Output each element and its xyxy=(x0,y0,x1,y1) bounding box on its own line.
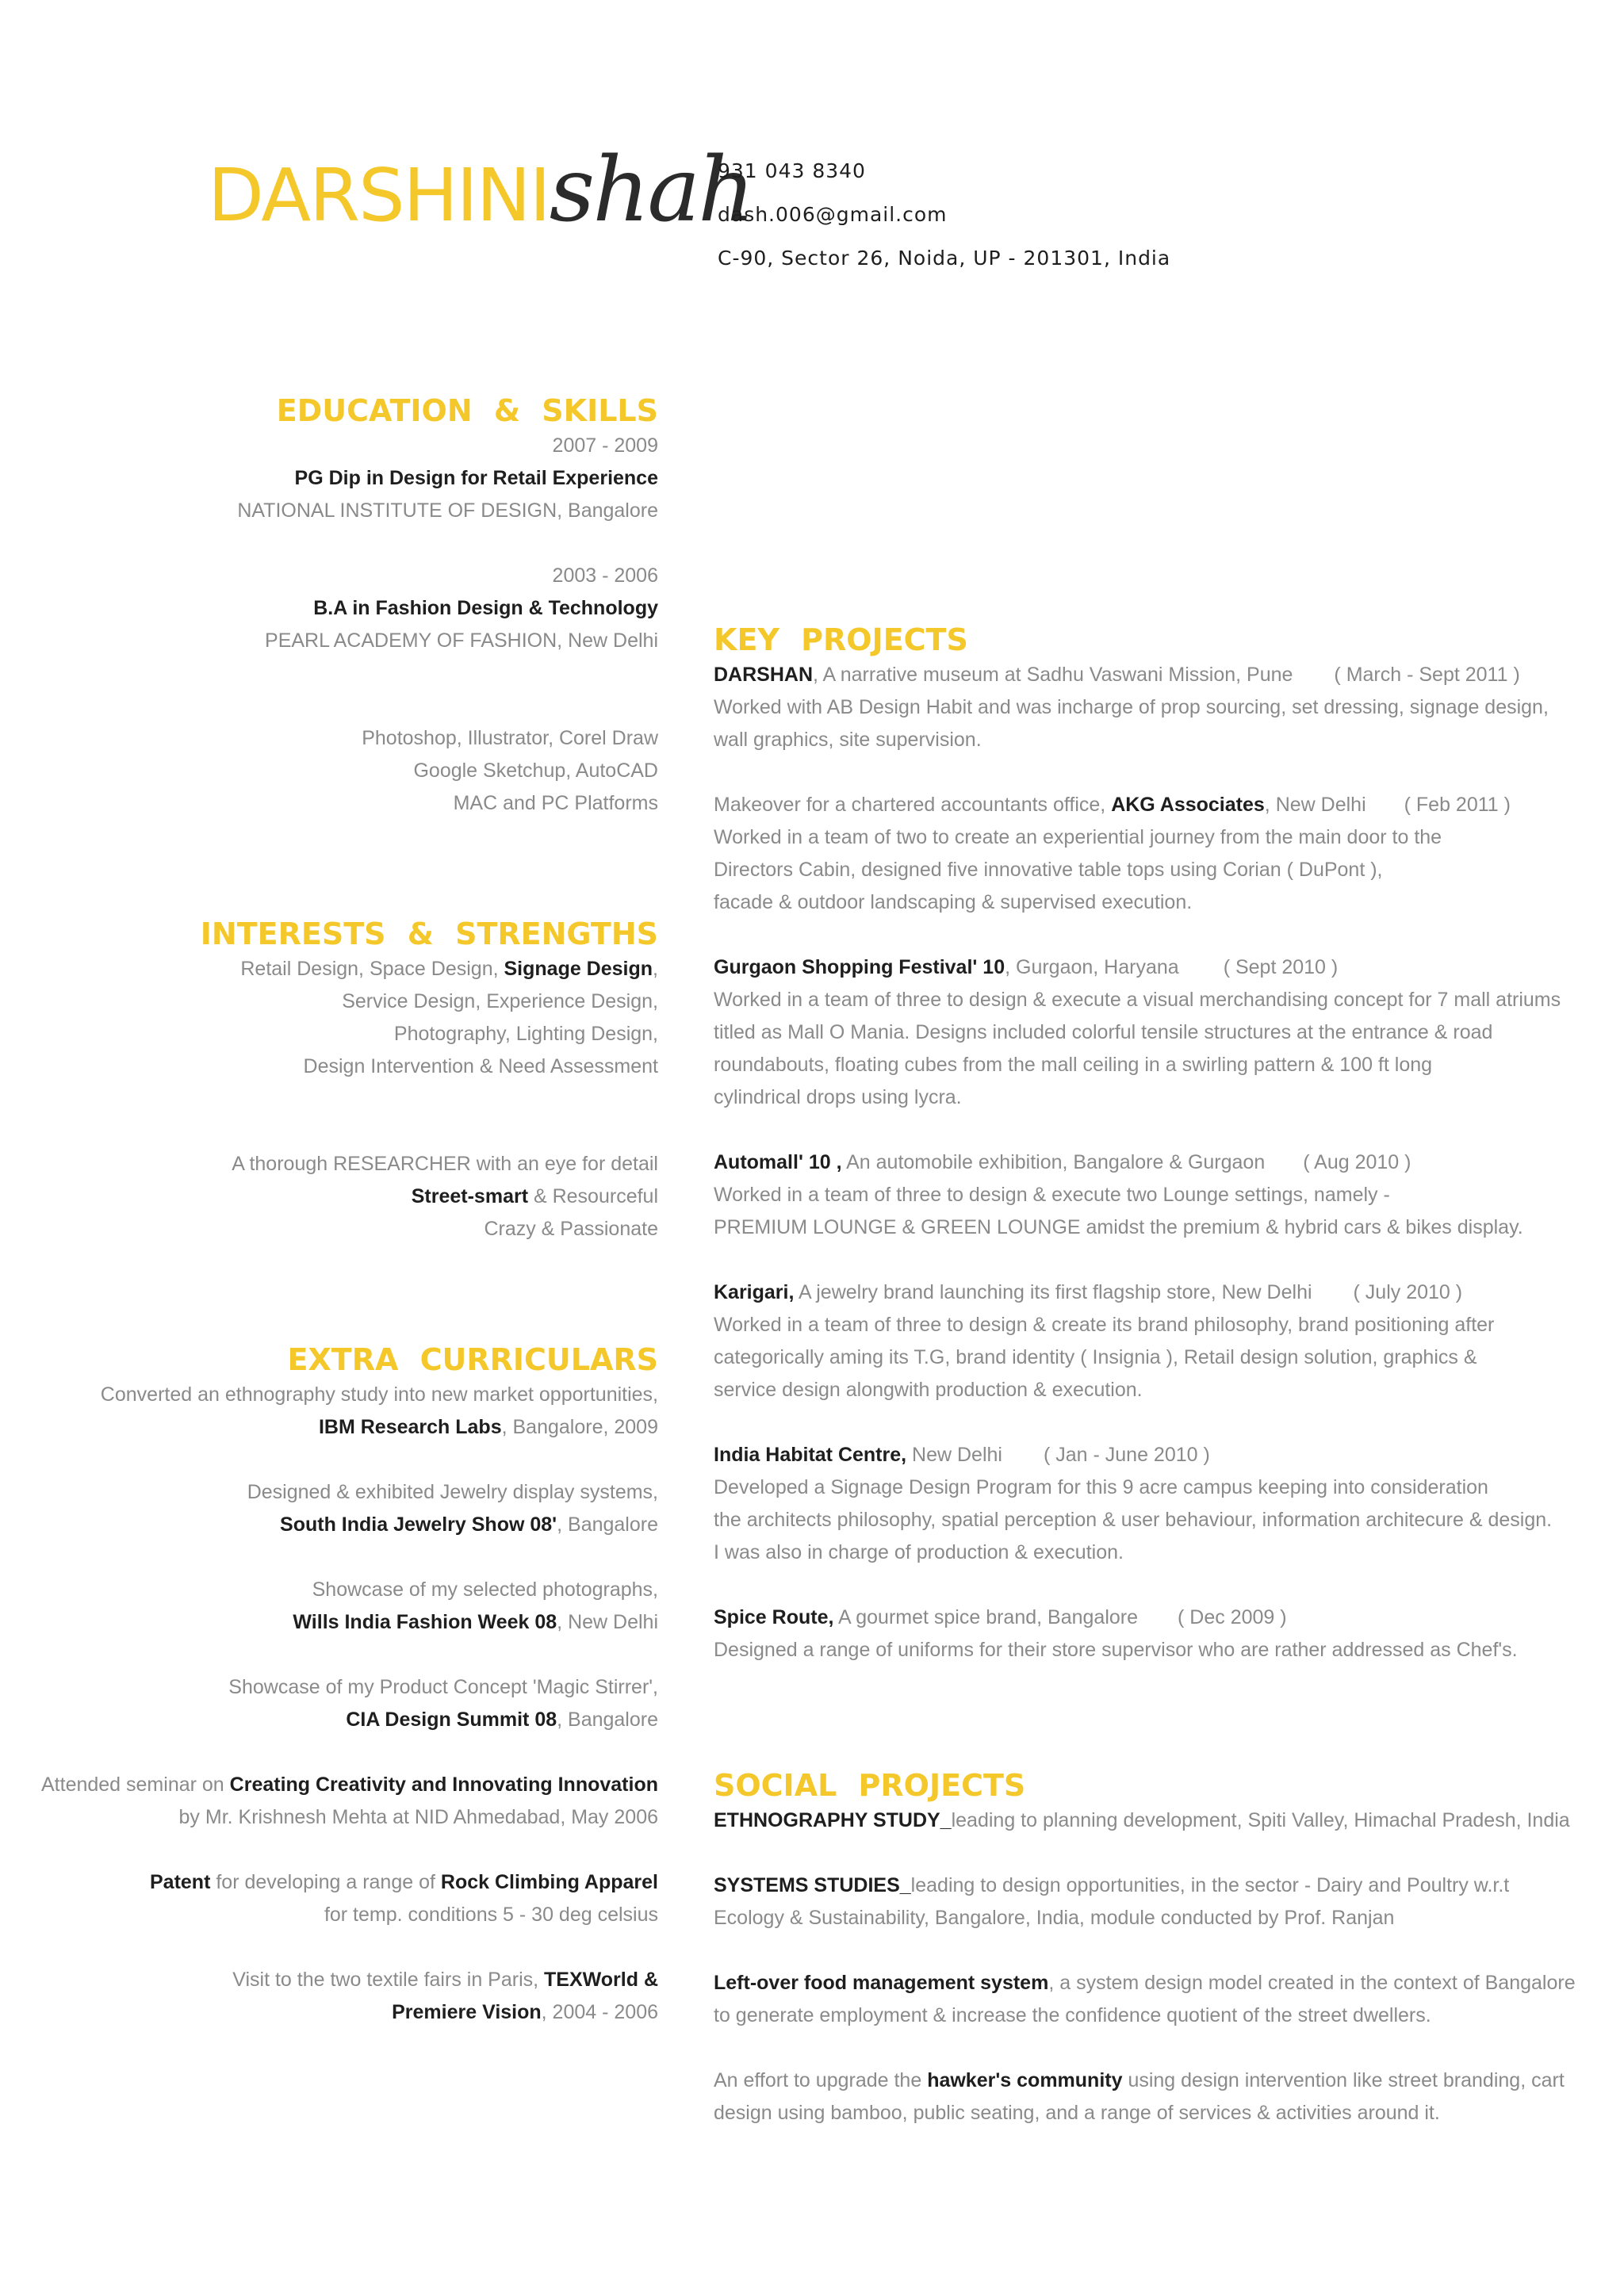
extra-line: by Mr. Krishnesh Mehta at NID Ahmedabad, May 2006 xyxy=(178,1806,658,1828)
extra-line: IBM Research Labs, Bangalore, 2009 xyxy=(318,1416,658,1438)
extra-line: Visit to the two textile fairs in Paris, TEXWorld & xyxy=(232,1969,658,1991)
extra-line: Attended seminar on Creating Creativity and Innovating Innovation xyxy=(41,1774,658,1796)
extra-line: for temp. conditions 5 - 30 deg celsius xyxy=(324,1904,658,1926)
project-line: categorically aming its T.G, brand identity ( Insignia ), Retail design solution, graphics & xyxy=(714,1346,1477,1368)
project-heading: Automall' 10 , An automobile exhibition, Bangalore & Gurgaon ( Aug 2010 ) xyxy=(714,1151,1411,1173)
project-heading: Gurgaon Shopping Festival' 10, Gurgaon, Haryana ( Sept 2010 ) xyxy=(714,956,1339,978)
edu-degree: PG Dip in Design for Retail Experience xyxy=(294,467,658,489)
project-line: Directors Cabin, designed five innovative table tops using Corian ( DuPont ), xyxy=(714,859,1383,881)
social-line: design using bamboo, public seating, and a range of services & activities around it. xyxy=(714,2102,1440,2124)
phone: 931 043 8340 xyxy=(718,159,866,182)
social-line: to generate employment & increase the confidence quotient of the street dwellers. xyxy=(714,2004,1431,2026)
education-section xyxy=(32,392,658,820)
project-line: Worked in a team of two to create an experiential journey from the main door to the xyxy=(714,826,1442,848)
social-line: ETHNOGRAPHY STUDY_leading to planning development, Spiti Valley, Himachal Pradesh, India xyxy=(714,1809,1570,1831)
edu-school: NATIONAL INSTITUTE OF DESIGN, Bangalore xyxy=(237,499,658,522)
project-line: service design alongwith production & execution. xyxy=(714,1379,1143,1401)
social-section xyxy=(714,1766,1586,2130)
extra-section xyxy=(32,1341,658,2029)
extra-title: EXTRA CURRICULARS xyxy=(287,1342,658,1377)
edu-degree: B.A in Fashion Design & Technology xyxy=(313,597,658,619)
extra-line: Showcase of my Product Concept 'Magic Stirrer', xyxy=(228,1676,658,1698)
last-name: shah xyxy=(549,139,753,242)
extra-line: Wills India Fashion Week 08, New Delhi xyxy=(293,1611,658,1633)
interests-title: INTERESTS & STRENGTHS xyxy=(200,916,658,951)
project-line: Worked in a team of three to design & execute two Lounge settings, namely - xyxy=(714,1184,1390,1206)
interest-line: Photography, Lighting Design, xyxy=(393,1023,658,1045)
interest-line: Retail Design, Space Design, Signage Design, xyxy=(240,958,658,980)
contact-info xyxy=(718,155,1170,286)
interest-line: Design Intervention & Need Assessment xyxy=(303,1055,658,1077)
extra-line: Showcase of my selected photographs, xyxy=(312,1578,658,1601)
project-line: Developed a Signage Design Program for this 9 acre campus keeping into consideration xyxy=(714,1476,1488,1498)
project-line: Worked with AB Design Habit and was incharge of prop sourcing, set dressing, signage design, xyxy=(714,696,1549,718)
project-heading: Karigari, A jewelry brand launching its first flagship store, New Delhi ( July 2010 ) xyxy=(714,1281,1463,1303)
interests-section xyxy=(32,915,658,1246)
edu-school: PEARL ACADEMY OF FASHION, New Delhi xyxy=(265,629,658,652)
projects-title: KEY PROJECTS xyxy=(714,622,968,657)
strength-line: Street-smart & Resourceful xyxy=(411,1185,658,1207)
project-heading: Makeover for a chartered accountants office, AKG Associates, New Delhi ( Feb 2011 ) xyxy=(714,794,1511,816)
skill-line: Google Sketchup, AutoCAD xyxy=(413,760,658,782)
project-line: titled as Mall O Mania. Designs included colorful tensile structures at the entrance & road xyxy=(714,1021,1493,1043)
edu-years: 2007 - 2009 xyxy=(552,434,658,457)
email: dash.006@gmail.com xyxy=(718,203,948,226)
project-line: the architects philosophy, spatial perception & user behaviour, information architecure & design. xyxy=(714,1509,1553,1531)
project-line: PREMIUM LOUNGE & GREEN LOUNGE amidst the premium & hybrid cars & bikes display. xyxy=(714,1216,1523,1238)
extra-line: Designed & exhibited Jewelry display systems, xyxy=(247,1481,658,1503)
project-line: roundabouts, floating cubes from the mall ceiling in a swirling pattern & 100 ft long xyxy=(714,1054,1433,1076)
interest-line: Service Design, Experience Design, xyxy=(342,990,658,1012)
project-line: Worked in a team of three to design & create its brand philosophy, brand positioning after xyxy=(714,1314,1495,1336)
extra-line: CIA Design Summit 08, Bangalore xyxy=(346,1709,658,1731)
education-title: EDUCATION & SKILLS xyxy=(276,393,658,428)
project-line: facade & outdoor landscaping & supervised execution. xyxy=(714,891,1193,913)
strength-line: Crazy & Passionate xyxy=(484,1218,658,1240)
project-line: wall graphics, site supervision. xyxy=(714,729,982,751)
first-name: DARSHINI xyxy=(208,153,550,238)
social-line: An effort to upgrade the hawker's community using design intervention like street branding, cart xyxy=(714,2069,1565,2091)
extra-line: Converted an ethnography study into new market opportunities, xyxy=(100,1383,658,1406)
social-line: SYSTEMS STUDIES_leading to design opportunities, in the sector - Dairy and Poultry w.r.t xyxy=(714,1874,1510,1896)
extra-line: Premiere Vision, 2004 - 2006 xyxy=(392,2001,658,2023)
strength-line: A thorough RESEARCHER with an eye for detail xyxy=(232,1153,658,1175)
project-heading: Spice Route, A gourmet spice brand, Bangalore ( Dec 2009 ) xyxy=(714,1606,1287,1628)
project-line: Designed a range of uniforms for their store supervisor who are rather addressed as Chef's. xyxy=(714,1639,1518,1661)
project-line: cylindrical drops using lycra. xyxy=(714,1086,962,1108)
extra-line: Patent for developing a range of Rock Climbing Apparel xyxy=(150,1871,658,1893)
project-line: I was also in charge of production & execution. xyxy=(714,1541,1124,1563)
name-logo xyxy=(208,135,753,246)
skill-line: Photoshop, Illustrator, Corel Draw xyxy=(362,727,658,749)
social-title: SOCIAL PROJECTS xyxy=(714,1768,1026,1803)
social-line: Left-over food management system, a system design model created in the context of Bangalore xyxy=(714,1972,1576,1994)
extra-line: South India Jewelry Show 08', Bangalore xyxy=(280,1513,658,1536)
social-line: Ecology & Sustainability, Bangalore, India, module conducted by Prof. Ranjan xyxy=(714,1907,1395,1929)
address: C-90, Sector 26, Noida, UP - 201301, India xyxy=(718,247,1171,270)
projects-section xyxy=(714,621,1586,1667)
project-heading: DARSHAN, A narrative museum at Sadhu Vaswani Mission, Pune ( March - Sept 2011 ) xyxy=(714,664,1520,686)
project-line: Worked in a team of three to design & execute a visual merchandising concept for 7 mall atriums xyxy=(714,989,1561,1011)
skill-line: MAC and PC Platforms xyxy=(453,792,658,814)
project-heading: India Habitat Centre, New Delhi ( Jan - June 2010 ) xyxy=(714,1444,1210,1466)
edu-years: 2003 - 2006 xyxy=(552,564,658,587)
